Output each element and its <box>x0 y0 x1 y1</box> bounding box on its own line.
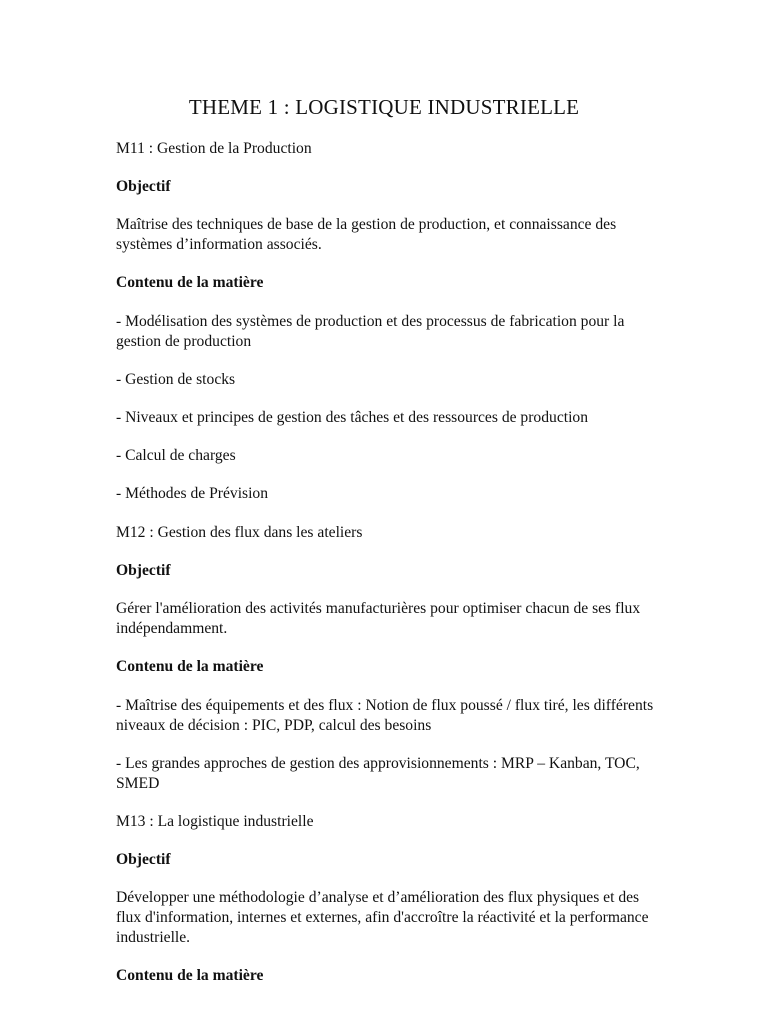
objective-text-m13: Développer une méthodologie d’analyse et d’amélioration des flux physiques et des flux d'information, internes et externes, afin d'accroître la réactivité et la performance industrielle. <box>116 889 649 946</box>
objective-heading-m12: Objectif <box>116 562 171 579</box>
content-heading-m11: Contenu de la matière <box>116 274 264 291</box>
content-heading-m12: Contenu de la matière <box>116 658 264 675</box>
objective-text-m12: Gérer l'amélioration des activités manufacturières pour optimiser chacun de ses flux indépendamment. <box>116 600 641 637</box>
content-item-m11-5: - Méthodes de Prévision <box>116 485 269 502</box>
content-item-m11-3: - Niveaux et principes de gestion des tâches et des ressources de production <box>116 409 588 426</box>
objective-heading-m11: Objectif <box>116 178 171 195</box>
objective-heading-m13: Objectif <box>116 851 171 868</box>
content-heading-m13: Contenu de la matière <box>116 967 264 984</box>
content-item-m12-1: - Maîtrise des équipements et des flux : Notion de flux poussé / flux tiré, les différents niveaux de décision : PIC, PDP, calcul des besoins <box>116 697 654 734</box>
content-item-m11-4: - Calcul de charges <box>116 447 236 464</box>
content-item-m11-1: - Modélisation des systèmes de production et des processus de fabrication pour la gestion de production <box>116 313 625 350</box>
objective-text-m11: Maîtrise des techniques de base de la gestion de production, et connaissance des systèmes d’information associés. <box>116 216 617 253</box>
document-title: THEME 1 : LOGISTIQUE INDUSTRIELLE <box>188 95 580 119</box>
module-heading-m12: M12 : Gestion des flux dans les ateliers <box>116 524 363 541</box>
module-heading-m11: M11 : Gestion de la Production <box>116 140 312 157</box>
content-item-m11-2: - Gestion de stocks <box>116 371 236 388</box>
module-heading-m13: M13 : La logistique industrielle <box>116 813 314 830</box>
content-item-m12-2: - Les grandes approches de gestion des approvisionnements : MRP – Kanban, TOC, SMED <box>116 755 640 792</box>
